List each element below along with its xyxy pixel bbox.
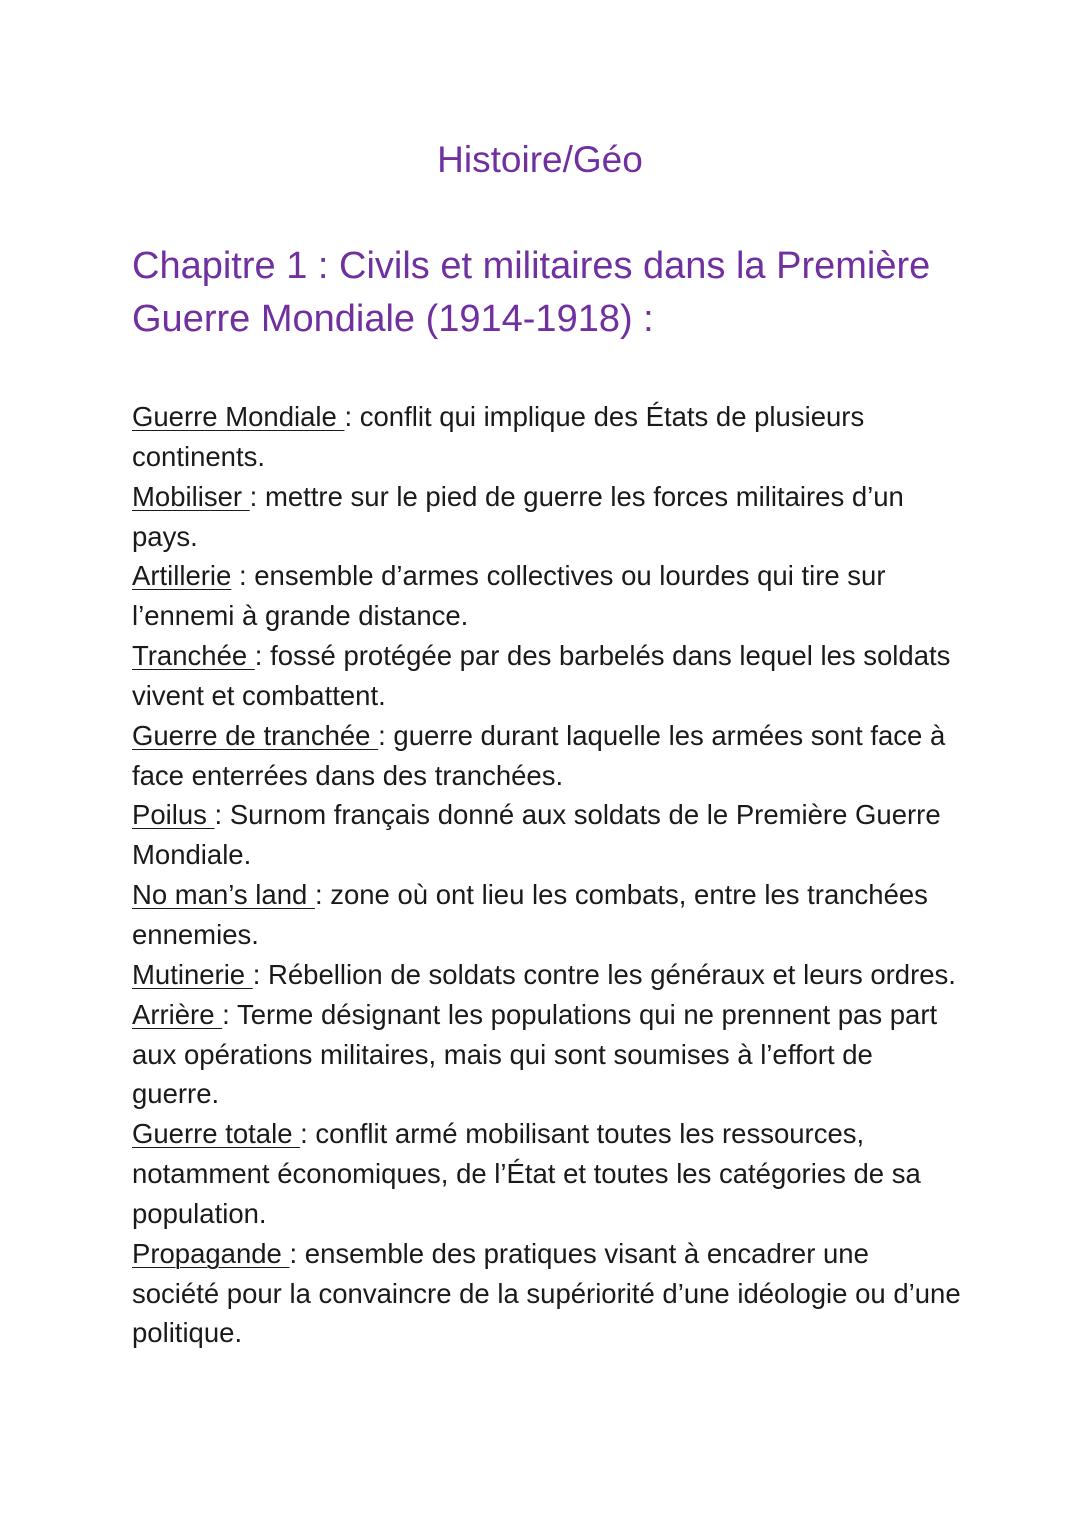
definition-text: : conflit armé mobilisant toutes les ressources, notamment économiques, de l’État et toutes les catégories de sa population. xyxy=(132,1118,921,1229)
definition-term: No man’s land xyxy=(132,879,315,911)
definition-item xyxy=(132,995,962,1115)
definition-item xyxy=(132,397,962,477)
definition-item xyxy=(132,1234,962,1354)
definition-text: : ensemble d’armes collectives ou lourdes qui tire sur l’ennemi à grande distance. xyxy=(132,560,886,632)
definition-item xyxy=(132,636,962,716)
definition-item xyxy=(132,556,962,636)
definition-text: : ensemble des pratiques visant à encadrer une société pour la convaincre de la supériorité d’une idéologie ou d’une politique. xyxy=(132,1237,961,1349)
definition-term: Arrière xyxy=(132,998,223,1030)
definition-term: Tranchée xyxy=(132,640,255,672)
definition-list xyxy=(132,397,962,1353)
definition-item xyxy=(132,716,962,796)
definition-term: Propagande xyxy=(132,1237,290,1269)
definition-term: Mutinerie xyxy=(132,958,253,990)
definition-text: : conflit qui implique des États de plusieurs continents. xyxy=(132,401,865,472)
definition-term: Artillerie xyxy=(132,560,232,592)
definition-text: : guerre durant laquelle les armées sont face à face enterrées dans des tranchées. xyxy=(132,719,946,791)
definition-text: : Rébellion de soldats contre les généraux et leurs ordres. xyxy=(252,958,956,990)
definition-term: Mobiliser xyxy=(132,480,250,512)
definition-text: : zone où ont lieu les combats, entre les tranchées ennemies. xyxy=(132,879,928,950)
definition-text: : Surnom français donné aux soldats de le Première Guerre Mondiale. xyxy=(132,799,941,871)
definition-term: Guerre totale xyxy=(132,1118,301,1150)
definition-text: : fossé protégée par des barbelés dans lequel les soldats vivent et combattent. xyxy=(132,640,951,711)
definition-item xyxy=(132,1114,962,1234)
chapter-title: Chapitre 1 : Civils et militaires dans la Première Guerre Mondiale (1914-1918) : xyxy=(132,245,931,340)
subject-title: Histoire/Géo xyxy=(437,139,643,180)
definition-item xyxy=(132,875,962,955)
definition-term: Guerre Mondiale xyxy=(132,401,345,432)
definition-item xyxy=(132,795,962,875)
definition-item xyxy=(132,955,962,995)
definition-text: : Terme désignant les populations qui ne prennent pas part aux opérations militaires, mais qui sont soumises à l’effort de guerre. xyxy=(132,998,938,1110)
definition-term: Poilus xyxy=(132,799,215,831)
definition-text: : mettre sur le pied de guerre les forces militaires d’un pays. xyxy=(132,480,904,552)
definition-term: Guerre de tranchée xyxy=(132,719,379,751)
definition-item xyxy=(132,477,962,557)
